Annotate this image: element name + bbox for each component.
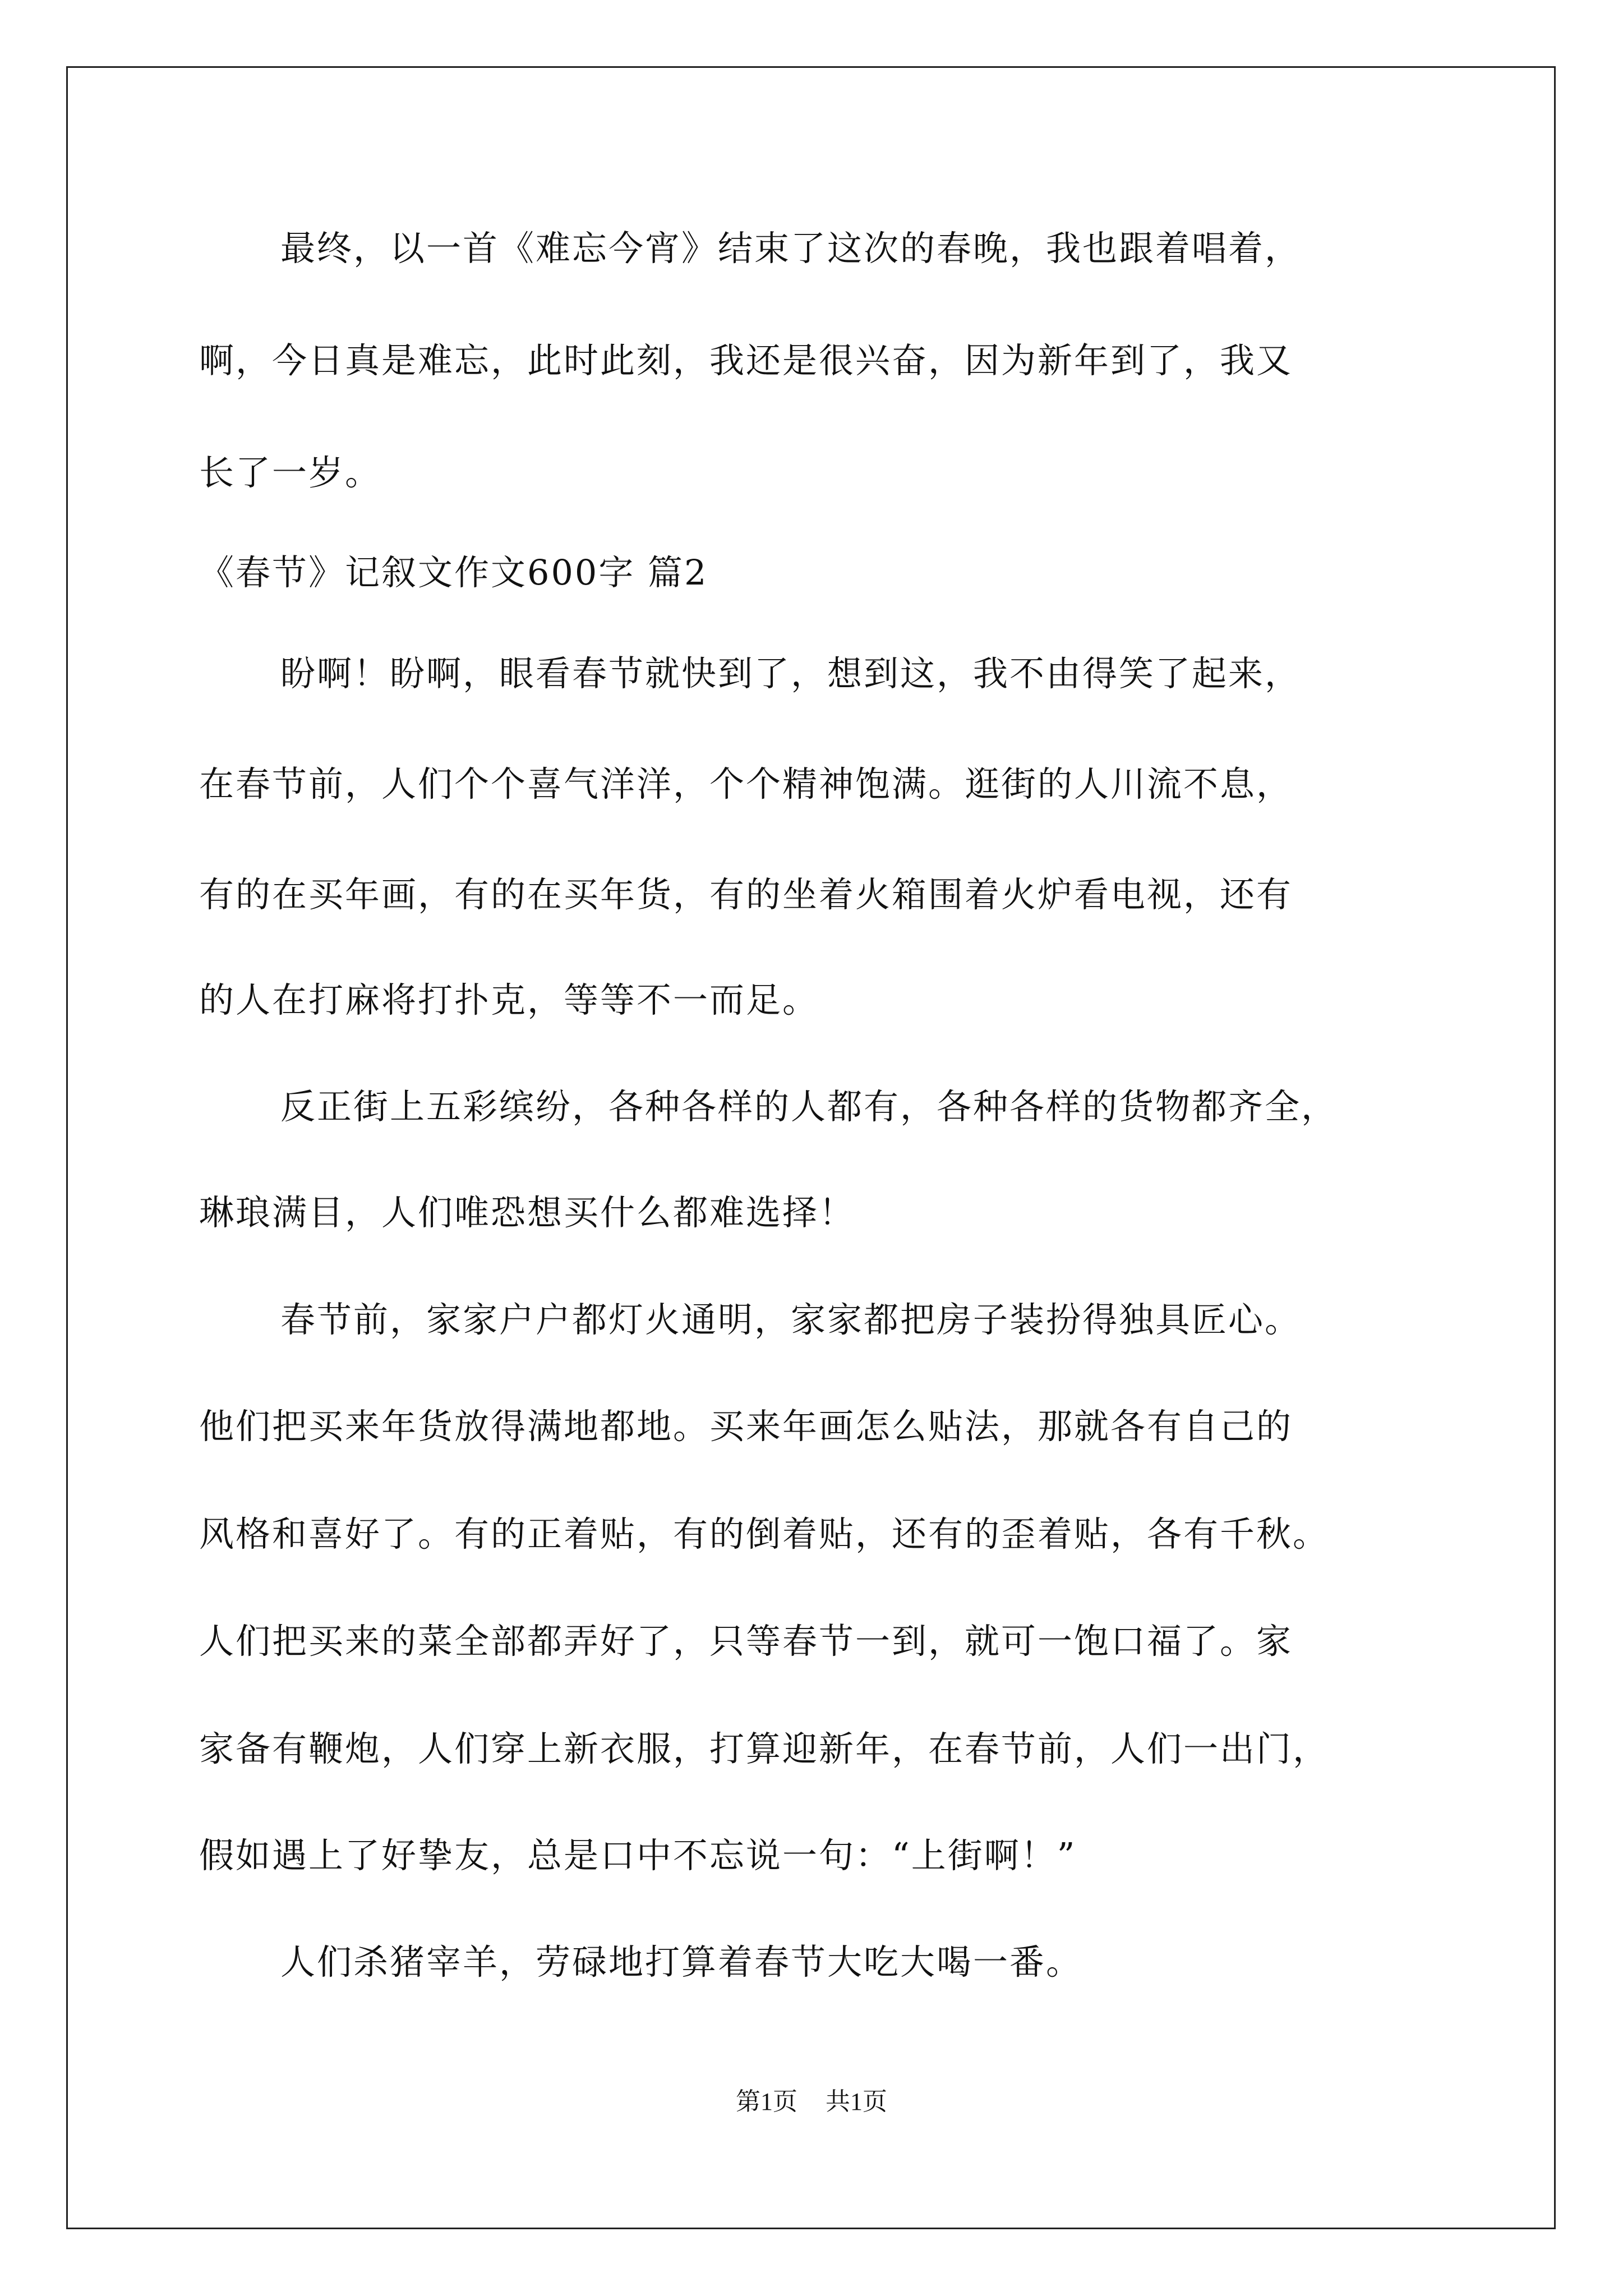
paragraph-line: 风格和喜好了。有的正着贴，有的倒着贴，还有的歪着贴，各有千秋。 xyxy=(199,1513,1330,1554)
paragraph-line: 长了一岁。 xyxy=(199,452,382,493)
page-footer xyxy=(0,2086,1623,2118)
paragraph-line: 琳琅满目，人们唯恐想买什么都难选择！ xyxy=(199,1192,856,1233)
paragraph-line: 最终，以一首《难忘今宵》结束了这次的春晚，我也跟着唱着， xyxy=(280,228,1302,269)
page-frame xyxy=(66,66,1556,2229)
paragraph-line: 的人在打麻将打扑克，等等不一而足。 xyxy=(199,979,819,1020)
paragraph-line: 他们把买来年货放得满地都地。买来年画怎么贴法，那就各有自己的 xyxy=(199,1406,1293,1447)
section-heading: 《春节》记叙文作文600字 篇2 xyxy=(199,552,708,593)
paragraph-line: 春节前，家家户户都灯火通明，家家都把房子装扮得独具匠心。 xyxy=(280,1299,1302,1340)
paragraph-line: 家备有鞭炮，人们穿上新衣服，打算迎新年，在春节前，人们一出门， xyxy=(199,1728,1330,1769)
paragraph-line: 在春节前，人们个个喜气洋洋，个个精神饱满。逛街的人川流不息， xyxy=(199,763,1293,804)
paragraph-line: 反正街上五彩缤纷，各种各样的人都有，各种各样的货物都齐全， xyxy=(280,1086,1338,1127)
paragraph-line: 盼啊！盼啊，眼看春节就快到了，想到这，我不由得笑了起来， xyxy=(280,653,1302,694)
paragraph-line: 人们把买来的菜全部都弄好了，只等春节一到，就可一饱口福了。家 xyxy=(199,1621,1293,1662)
paragraph-line: 有的在买年画，有的在买年货，有的坐着火箱围着火炉看电视，还有 xyxy=(199,874,1293,915)
paragraph-line: 假如遇上了好挚友，总是口中不忘说一句：“上街啊！” xyxy=(199,1835,1077,1876)
page-total: 共1页 xyxy=(826,2088,887,2115)
page-number: 第1页 xyxy=(736,2088,797,2115)
paragraph-line: 人们杀猪宰羊，劳碌地打算着春节大吃大喝一番。 xyxy=(280,1941,1083,1982)
paragraph-line: 啊，今日真是难忘，此时此刻，我还是很兴奋，因为新年到了，我又 xyxy=(199,340,1293,381)
